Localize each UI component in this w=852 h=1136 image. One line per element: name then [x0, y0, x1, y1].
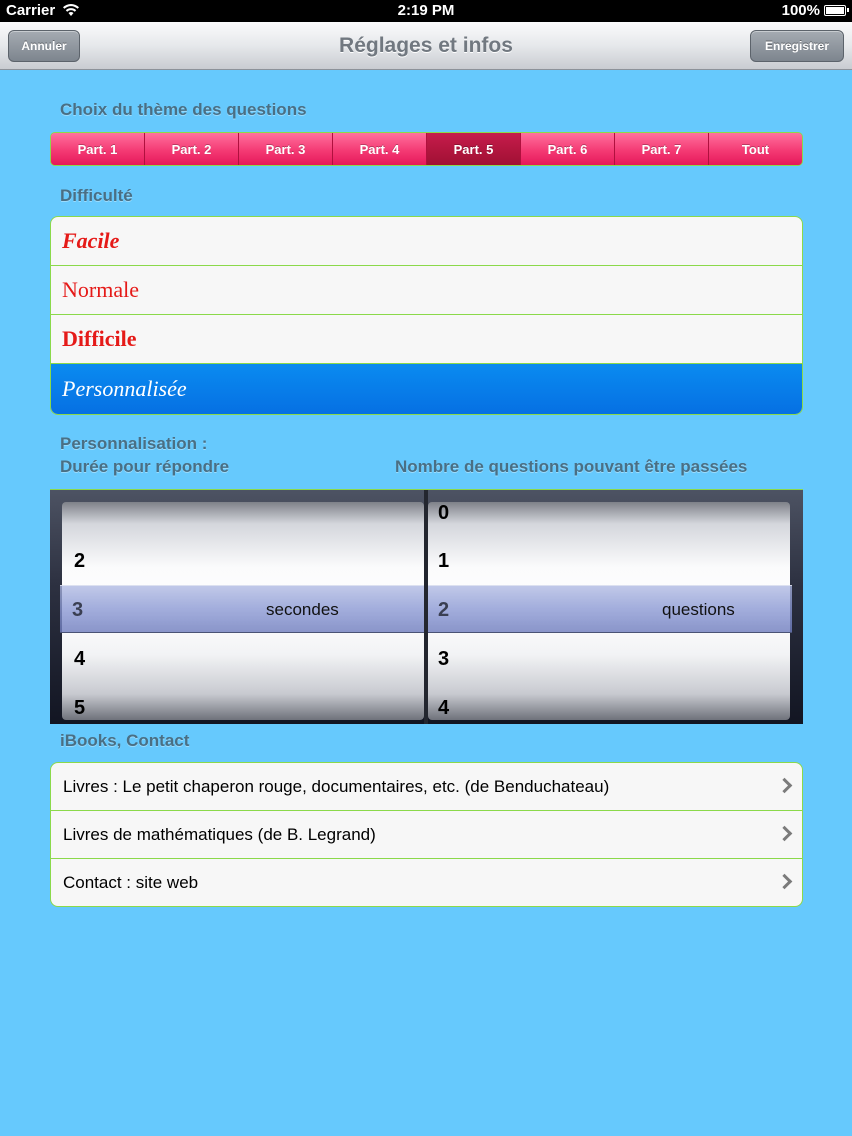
ibooks-item-contact[interactable] — [51, 859, 802, 907]
duration-option[interactable]: 2 — [74, 550, 86, 572]
status-bar — [0, 0, 852, 22]
skip-option[interactable]: 3 — [438, 648, 450, 670]
segment-part-3[interactable]: Part. 3 — [238, 133, 332, 165]
difficulty-hard[interactable]: Difficile — [51, 315, 802, 364]
theme-section-label: Choix du thème des questions — [60, 100, 307, 119]
navigation-bar — [0, 22, 852, 70]
skip-option[interactable]: 1 — [438, 550, 450, 572]
picker-divider — [424, 490, 428, 724]
chevron-right-icon — [777, 778, 793, 794]
carrier-label: Carrier — [6, 2, 56, 19]
duration-selected-value[interactable]: 3 — [72, 599, 84, 621]
difficulty-section-label: Difficulté — [60, 186, 133, 205]
custom-picker[interactable] — [50, 489, 803, 724]
segment-part-1[interactable]: Part. 1 — [51, 133, 144, 165]
difficulty-list — [50, 216, 803, 415]
ibooks-item-stories[interactable] — [51, 763, 802, 811]
segment-part-2[interactable]: Part. 2 — [144, 133, 238, 165]
duration-option[interactable]: 5 — [74, 697, 86, 719]
segment-part-7[interactable]: Part. 7 — [614, 133, 708, 165]
ibooks-list — [50, 762, 803, 907]
difficulty-custom[interactable]: Personnalisée — [51, 364, 802, 414]
difficulty-normal[interactable]: Normale — [51, 266, 802, 315]
chevron-right-icon — [777, 874, 793, 890]
ibooks-item-math[interactable] — [51, 811, 802, 859]
theme-segmented-control — [50, 132, 803, 166]
duration-label: Durée pour répondre — [60, 457, 230, 476]
segment-part-6[interactable]: Part. 6 — [520, 133, 614, 165]
cancel-button[interactable]: Annuler — [8, 30, 80, 62]
skip-selected-value[interactable]: 2 — [438, 599, 450, 621]
skip-unit-label: questions — [662, 600, 735, 619]
ibooks-section-label: iBooks, Contact — [60, 731, 190, 750]
ibooks-item-label: Livres : Le petit chaperon rouge, documentaires, etc. (de Benduchateau) — [63, 776, 610, 796]
duration-unit-label: secondes — [266, 600, 339, 619]
battery-icon — [824, 5, 846, 16]
skip-option[interactable]: 4 — [438, 697, 450, 719]
segment-part-5[interactable]: Part. 5 — [426, 133, 520, 165]
chevron-right-icon — [777, 826, 793, 842]
ibooks-item-label: Livres de mathématiques (de B. Legrand) — [63, 824, 376, 844]
segment-part-4[interactable]: Part. 4 — [332, 133, 426, 165]
save-button[interactable]: Enregistrer — [750, 30, 844, 62]
clock: 2:19 PM — [397, 2, 455, 19]
skip-option[interactable]: 0 — [438, 502, 450, 524]
difficulty-easy[interactable]: Facile — [51, 217, 802, 266]
battery-percent: 100% — [781, 2, 820, 19]
skip-count-label: Nombre de questions pouvant être passées — [395, 457, 748, 476]
ibooks-item-label: Contact : site web — [63, 873, 199, 892]
custom-section-label: Personnalisation : — [60, 434, 208, 453]
duration-option[interactable]: 4 — [74, 648, 86, 670]
segment-all[interactable]: Tout — [708, 133, 802, 165]
page-title: Réglages et infos — [339, 34, 513, 57]
